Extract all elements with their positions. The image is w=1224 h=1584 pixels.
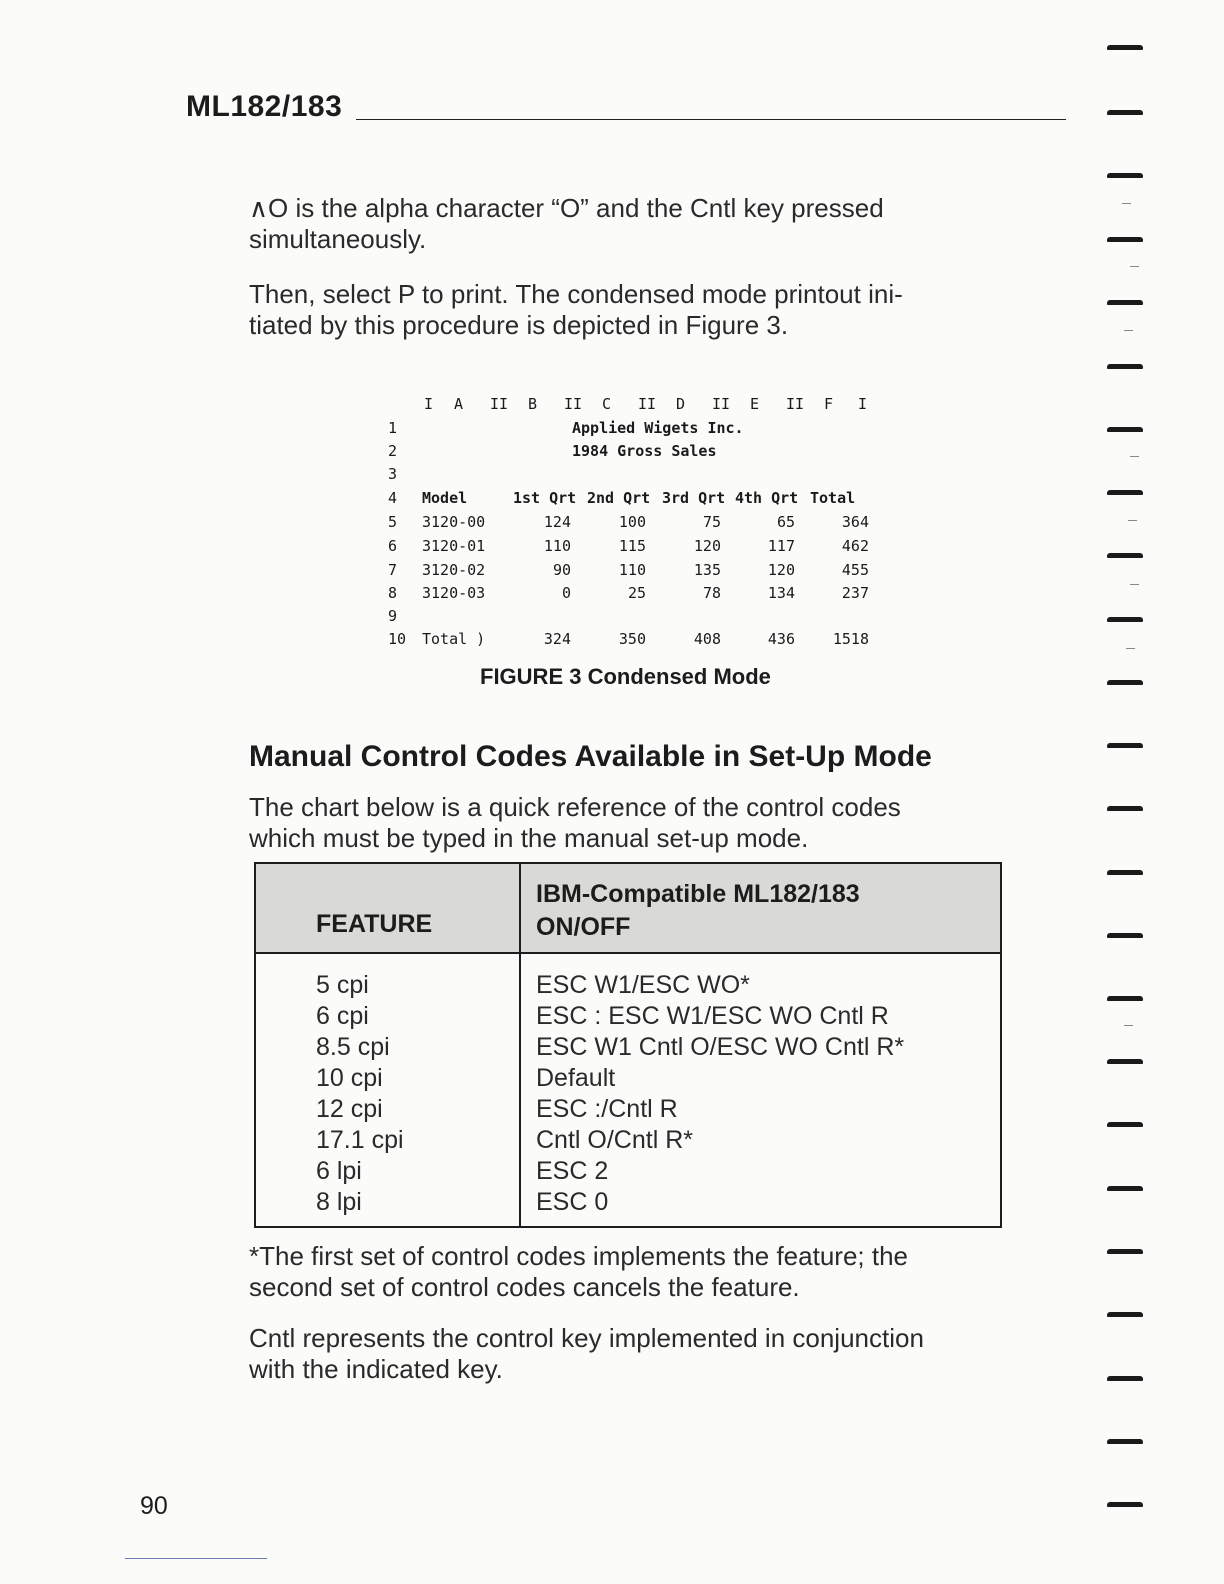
- binder-mark: [1107, 427, 1143, 432]
- column-separator: I: [424, 395, 434, 413]
- binder-mark: [1107, 110, 1143, 115]
- column-letter-b: B: [528, 395, 538, 413]
- total-value-cell: 350: [618, 630, 646, 648]
- value-cell: 124: [543, 513, 571, 531]
- paragraph-alpha-char: [249, 193, 989, 255]
- header-cell: 3rd Qrt: [662, 489, 726, 507]
- total-value-cell: 436: [767, 630, 795, 648]
- value-cell: 462: [841, 537, 869, 555]
- column-divider: [519, 864, 521, 1226]
- binder-mark: [1107, 1186, 1143, 1191]
- value-cell: 65: [776, 513, 795, 531]
- value-cell: 134: [767, 584, 795, 602]
- total-value-cell: 324: [543, 630, 571, 648]
- row-number: 8: [388, 584, 398, 602]
- binder-tick: [1128, 520, 1137, 521]
- row-number: 9: [388, 607, 398, 625]
- code-cell: ESC : ESC W1/ESC WO Cntl R: [536, 1002, 889, 1030]
- binder-mark: [1107, 173, 1143, 178]
- footnote-cntl: [249, 1323, 989, 1385]
- binder-mark: [1107, 743, 1143, 748]
- header-code: [536, 878, 860, 944]
- binder-mark: [1107, 45, 1143, 50]
- paragraph-line: ∧O is the alpha character “O” and the Cntl key pressed: [249, 193, 884, 223]
- row-number: 2: [388, 442, 398, 460]
- sheet-row: [388, 419, 888, 442]
- column-letter-c: C: [602, 395, 612, 413]
- binder-tick: [1122, 203, 1131, 204]
- binder-mark: [1107, 870, 1143, 875]
- feature-cell: 8 lpi: [316, 1188, 362, 1216]
- sheet-data-row: [388, 513, 888, 536]
- total-value-cell: 1518: [832, 630, 869, 648]
- figure-caption: FIGURE 3 Condensed Mode: [480, 664, 771, 689]
- binder-mark: [1107, 300, 1143, 305]
- value-cell: 364: [841, 513, 869, 531]
- paragraph-line: simultaneously.: [249, 224, 427, 254]
- binder-mark: [1107, 680, 1143, 685]
- column-letter-d: D: [676, 395, 686, 413]
- column-separator: II: [712, 395, 731, 413]
- paragraph-line: *The first set of control codes implements the feature; the: [249, 1241, 908, 1271]
- value-cell: 120: [693, 537, 721, 555]
- total-value-cell: 408: [693, 630, 721, 648]
- value-cell: 455: [841, 561, 869, 579]
- paragraph-line: Cntl represents the control key implemented in conjunction: [249, 1323, 924, 1353]
- row-number: 6: [388, 537, 398, 555]
- table-header-row: [256, 864, 1000, 954]
- binder-mark: [1107, 1122, 1143, 1127]
- header-code-line: ON/OFF: [536, 913, 631, 941]
- sheet-row: [388, 465, 888, 488]
- binder-tick: [1130, 456, 1139, 457]
- binder-mark: [1107, 1502, 1143, 1507]
- value-cell: 117: [767, 537, 795, 555]
- feature-cell: 8.5 cpi: [316, 1033, 390, 1061]
- sheet-data-row: [388, 584, 888, 607]
- sheet-title: Applied Wigets Inc.: [572, 419, 744, 437]
- binder-mark: [1107, 933, 1143, 938]
- section-intro: [249, 792, 989, 854]
- header-cell: Model: [422, 489, 468, 507]
- code-cell: ESC W1 Cntl O/ESC WO Cntl R*: [536, 1033, 905, 1061]
- column-separator: II: [564, 395, 583, 413]
- sheet-data-row: [388, 561, 888, 584]
- feature-cell: 12 cpi: [316, 1095, 383, 1123]
- row-number: 1: [388, 419, 398, 437]
- value-cell: 115: [618, 537, 646, 555]
- header-title: ML182/183: [186, 90, 343, 123]
- column-letter-e: E: [750, 395, 760, 413]
- value-cell: 237: [841, 584, 869, 602]
- bottom-rule: [125, 1558, 267, 1559]
- code-cell: Default: [536, 1064, 616, 1092]
- value-cell: 100: [618, 513, 646, 531]
- code-cell: Cntl O/Cntl R*: [536, 1126, 693, 1154]
- binder-mark: [1107, 237, 1143, 242]
- sheet-row: [388, 607, 888, 630]
- column-separator: II: [638, 395, 657, 413]
- binder-tick: [1124, 330, 1133, 331]
- value-cell: 120: [767, 561, 795, 579]
- value-cell: 135: [693, 561, 721, 579]
- row-number: 7: [388, 561, 398, 579]
- sheet-row: [388, 442, 888, 465]
- binder-mark: [1107, 553, 1143, 558]
- total-label: Total ): [422, 630, 486, 648]
- feature-cell: 5 cpi: [316, 971, 369, 999]
- footnote-asterisk: [249, 1241, 989, 1303]
- header-cell: 2nd Qrt: [587, 489, 651, 507]
- page-number: 90: [140, 1492, 168, 1520]
- column-letter-a: A: [454, 395, 464, 413]
- binder-mark: [1107, 1249, 1143, 1254]
- column-separator: I: [858, 395, 868, 413]
- binder-mark: [1107, 996, 1143, 1001]
- control-codes-table: [254, 862, 1002, 1228]
- sheet-data-row: [388, 537, 888, 560]
- model-cell: 3120-00: [422, 513, 486, 531]
- binder-mark: [1107, 806, 1143, 811]
- binder-tick: [1124, 1025, 1133, 1026]
- paragraph-line: second set of control codes cancels the feature.: [249, 1272, 800, 1302]
- code-cell: ESC :/Cntl R: [536, 1095, 678, 1123]
- binder-tick: [1130, 266, 1139, 267]
- feature-cell: 6 cpi: [316, 1002, 369, 1030]
- value-cell: 110: [618, 561, 646, 579]
- model-cell: 3120-03: [422, 584, 486, 602]
- binder-tick: [1130, 584, 1139, 585]
- paragraph-line: Then, select P to print. The condensed mode printout ini-: [249, 279, 903, 309]
- paragraph-line: which must be typed in the manual set-up mode.: [249, 823, 809, 853]
- paragraph-line: The chart below is a quick reference of the control codes: [249, 792, 901, 822]
- value-cell: 25: [627, 584, 646, 602]
- value-cell: 75: [702, 513, 721, 531]
- binder-tick: [1126, 648, 1135, 649]
- feature-cell: 10 cpi: [316, 1064, 383, 1092]
- paragraph-line: tiated by this procedure is depicted in Figure 3.: [249, 310, 789, 340]
- binder-mark: [1107, 1439, 1143, 1444]
- sheet-total-row: [388, 630, 888, 653]
- feature-cell: 17.1 cpi: [316, 1126, 404, 1154]
- binder-mark: [1107, 1376, 1143, 1381]
- column-letter-f: F: [824, 395, 834, 413]
- feature-cell: 6 lpi: [316, 1157, 362, 1185]
- code-cell: ESC 0: [536, 1188, 609, 1216]
- section-title: Manual Control Codes Available in Set-Up Mode: [249, 740, 932, 773]
- row-number: 3: [388, 465, 398, 483]
- header-cell: 4th Qrt: [735, 489, 799, 507]
- paragraph-select-print: [249, 279, 989, 341]
- binder-mark: [1107, 617, 1143, 622]
- value-cell: 78: [702, 584, 721, 602]
- paragraph-line: with the indicated key.: [249, 1354, 503, 1384]
- column-separator: II: [786, 395, 805, 413]
- value-cell: 90: [552, 561, 571, 579]
- row-number: 4: [388, 489, 398, 507]
- value-cell: 110: [543, 537, 571, 555]
- header-rule: [356, 119, 1066, 120]
- header-code-line: IBM-Compatible ML182/183: [536, 880, 860, 908]
- column-separator: II: [490, 395, 509, 413]
- sheet-header-row: [388, 489, 888, 512]
- row-number: 5: [388, 513, 398, 531]
- binder-mark: [1107, 1312, 1143, 1317]
- binder-mark: [1107, 1059, 1143, 1064]
- binder-mark: [1107, 364, 1143, 369]
- header-cell: 1st Qrt: [513, 489, 577, 507]
- code-cell: ESC 2: [536, 1157, 609, 1185]
- binder-mark: [1107, 490, 1143, 495]
- spreadsheet-column-header: [388, 395, 888, 417]
- code-cell: ESC W1/ESC WO*: [536, 971, 750, 999]
- sheet-subtitle: 1984 Gross Sales: [572, 442, 717, 460]
- model-cell: 3120-02: [422, 561, 486, 579]
- header-cell: Total: [810, 489, 856, 507]
- header-feature: FEATURE: [316, 910, 433, 938]
- model-cell: 3120-01: [422, 537, 486, 555]
- value-cell: 0: [561, 584, 571, 602]
- page-header: [186, 90, 1066, 130]
- row-number: 10: [388, 630, 407, 648]
